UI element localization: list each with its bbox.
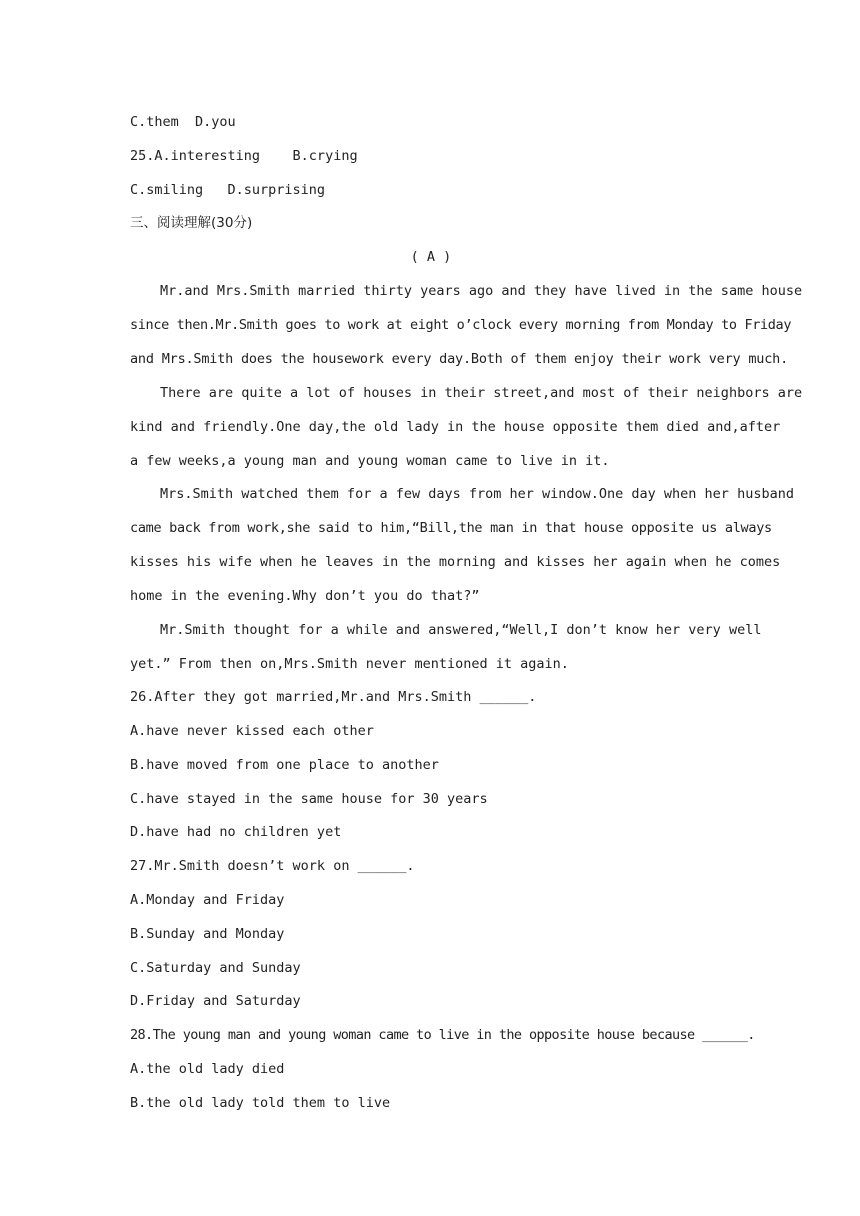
passage-line: Mr.and Mrs.Smith married thirty years ago and they have lived in the same house (160, 283, 803, 299)
q24-options-cd: C.them D.you (130, 114, 236, 130)
passage-line: home in the evening.Why don’t you do that?” (130, 588, 480, 604)
passage-line: since then.Mr.Smith goes to work at eight o’clock every morning from Monday to Friday (130, 317, 792, 333)
q25-options-cd: C.smiling D.surprising (130, 182, 326, 198)
question-26-option-b: B.have moved from one place to another (130, 757, 439, 773)
section-heading: 三、阅读理解(30分) (130, 215, 253, 231)
passage-line: Mrs.Smith watched them for a few days from her window.One day when her husband (160, 486, 794, 502)
question-26-option-c: C.have stayed in the same house for 30 years (130, 791, 488, 807)
q25-options-ab: 25.A.interesting B.crying (130, 148, 358, 164)
question-28-option-a: A.the old lady died (130, 1061, 285, 1077)
passage-line: yet.” From then on,Mrs.Smith never mentioned it again. (130, 656, 569, 672)
question-27-option-c: C.Saturday and Sunday (130, 960, 301, 976)
passage-line: a few weeks,a young man and young woman came to live in it. (130, 453, 610, 469)
question-28-stem: 28.The young man and young woman came to live in the opposite house because ______. (130, 1027, 755, 1043)
question-28-option-b: B.the old lady told them to live (130, 1095, 391, 1111)
question-27-stem: 27.Mr.Smith doesn’t work on ______. (130, 858, 415, 874)
question-26-option-a: A.have never kissed each other (130, 723, 374, 739)
question-27-option-d: D.Friday and Saturday (130, 993, 301, 1009)
passage-line: kind and friendly.One day,the old lady in the house opposite them died and,after (130, 419, 781, 435)
passage-line: Mr.Smith thought for a while and answered,“Well,I don’t know her very well (160, 622, 762, 638)
passage-line: There are quite a lot of houses in their street,and most of their neighbors are (160, 385, 803, 401)
question-26-stem: 26.After they got married,Mr.and Mrs.Smith ______. (130, 689, 537, 705)
question-27-option-b: B.Sunday and Monday (130, 926, 285, 942)
question-27-option-a: A.Monday and Friday (130, 892, 285, 908)
passage-label: ( A ) (410, 249, 452, 265)
passage-line: kisses his wife when he leaves in the morning and kisses her again when he comes (130, 554, 781, 570)
passage-line: came back from work,she said to him,“Bill,the man in that house opposite us always (130, 520, 772, 536)
question-26-option-d: D.have had no children yet (130, 824, 342, 840)
passage-line: and Mrs.Smith does the housework every day.Both of them enjoy their work very much. (130, 351, 788, 367)
